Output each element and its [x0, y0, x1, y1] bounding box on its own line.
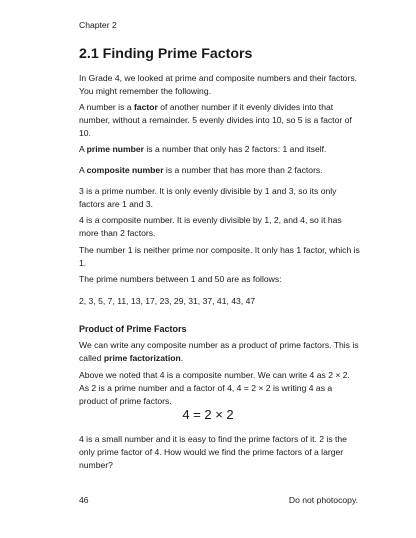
term-prime-number: prime number	[86, 144, 144, 154]
copyright-notice: Do not photocopy.	[288, 495, 358, 505]
paragraph-composite-definition	[79, 164, 361, 177]
paragraph-prime-definition	[79, 143, 361, 156]
paragraph-text: 2, 3, 5, 7, 11, 13, 17, 23, 29, 31, 37, 41, 43, 47	[79, 296, 256, 306]
page-number: 46	[79, 495, 89, 505]
paragraph-text: A number is a	[79, 102, 134, 112]
term-prime-factorization: prime factorization	[103, 353, 181, 363]
section-title: 2.1 Finding Prime Factors	[79, 46, 253, 62]
section-heading: Product of Prime Factors	[79, 324, 187, 334]
paragraph-text: A	[79, 144, 87, 154]
paragraph-text: We can write any composite number as a product of prime factors. This is called	[79, 340, 359, 363]
paragraph-text: is a number that only has 2 factors: 1 and itself.	[143, 144, 327, 154]
paragraph-text: 3 is a prime number. It is only evenly divisible by 1 and 3, so its only factors are 1 and 3.	[79, 186, 337, 209]
paragraph-number-one	[79, 244, 361, 270]
term-composite-number: composite number	[86, 165, 164, 175]
paragraph-factor-definition	[79, 101, 361, 140]
paragraph-text: In Grade 4, we looked at prime and composite numbers and their factors. You might remember the following.	[79, 73, 358, 96]
paragraph-prime-example	[79, 185, 361, 211]
paragraph-text: A	[79, 165, 87, 175]
paragraph-prime-factorization	[79, 339, 361, 365]
paragraph-text: Above we noted that 4 is a composite number. We can write 4 as 2 × 2. As 2 is a prime number and a factor of 4, 4 = 2 × 2 is writing 4 as a product of prime factors.	[79, 370, 350, 406]
term-factor: factor	[133, 102, 158, 112]
paragraph-composite-example	[79, 214, 361, 240]
paragraph-text: 4 is a small number and it is easy to find the prime factors of it. 2 is the only prime factor of 4. How would we find the prime factors of a larger number?	[79, 434, 347, 470]
paragraph-intro	[79, 72, 361, 98]
paragraph-text: is a number that has more than 2 factors.	[163, 165, 323, 175]
prime-number-list	[79, 295, 361, 308]
chapter-header: Chapter 2	[79, 20, 117, 30]
paragraph-text: of another number if it evenly divides into that number, without a remainder. 5 evenly divides into 10, so 5 is a factor of 10.	[79, 102, 352, 138]
paragraph-text: The number 1 is neither prime nor composite. It only has 1 factor, which is 1.	[79, 245, 360, 268]
paragraph-larger-number	[79, 433, 361, 472]
equation: 4 = 2 × 2	[182, 407, 234, 422]
paragraph-example-four	[79, 369, 361, 408]
paragraph-text: 4 is a composite number. It is evenly divisible by 1, 2, and 4, so it has more than 2 factors.	[79, 215, 342, 238]
paragraph-text: .	[180, 353, 184, 363]
paragraph-prime-list-intro	[79, 273, 361, 286]
paragraph-text: The prime numbers between 1 and 50 are as follows:	[79, 274, 282, 284]
